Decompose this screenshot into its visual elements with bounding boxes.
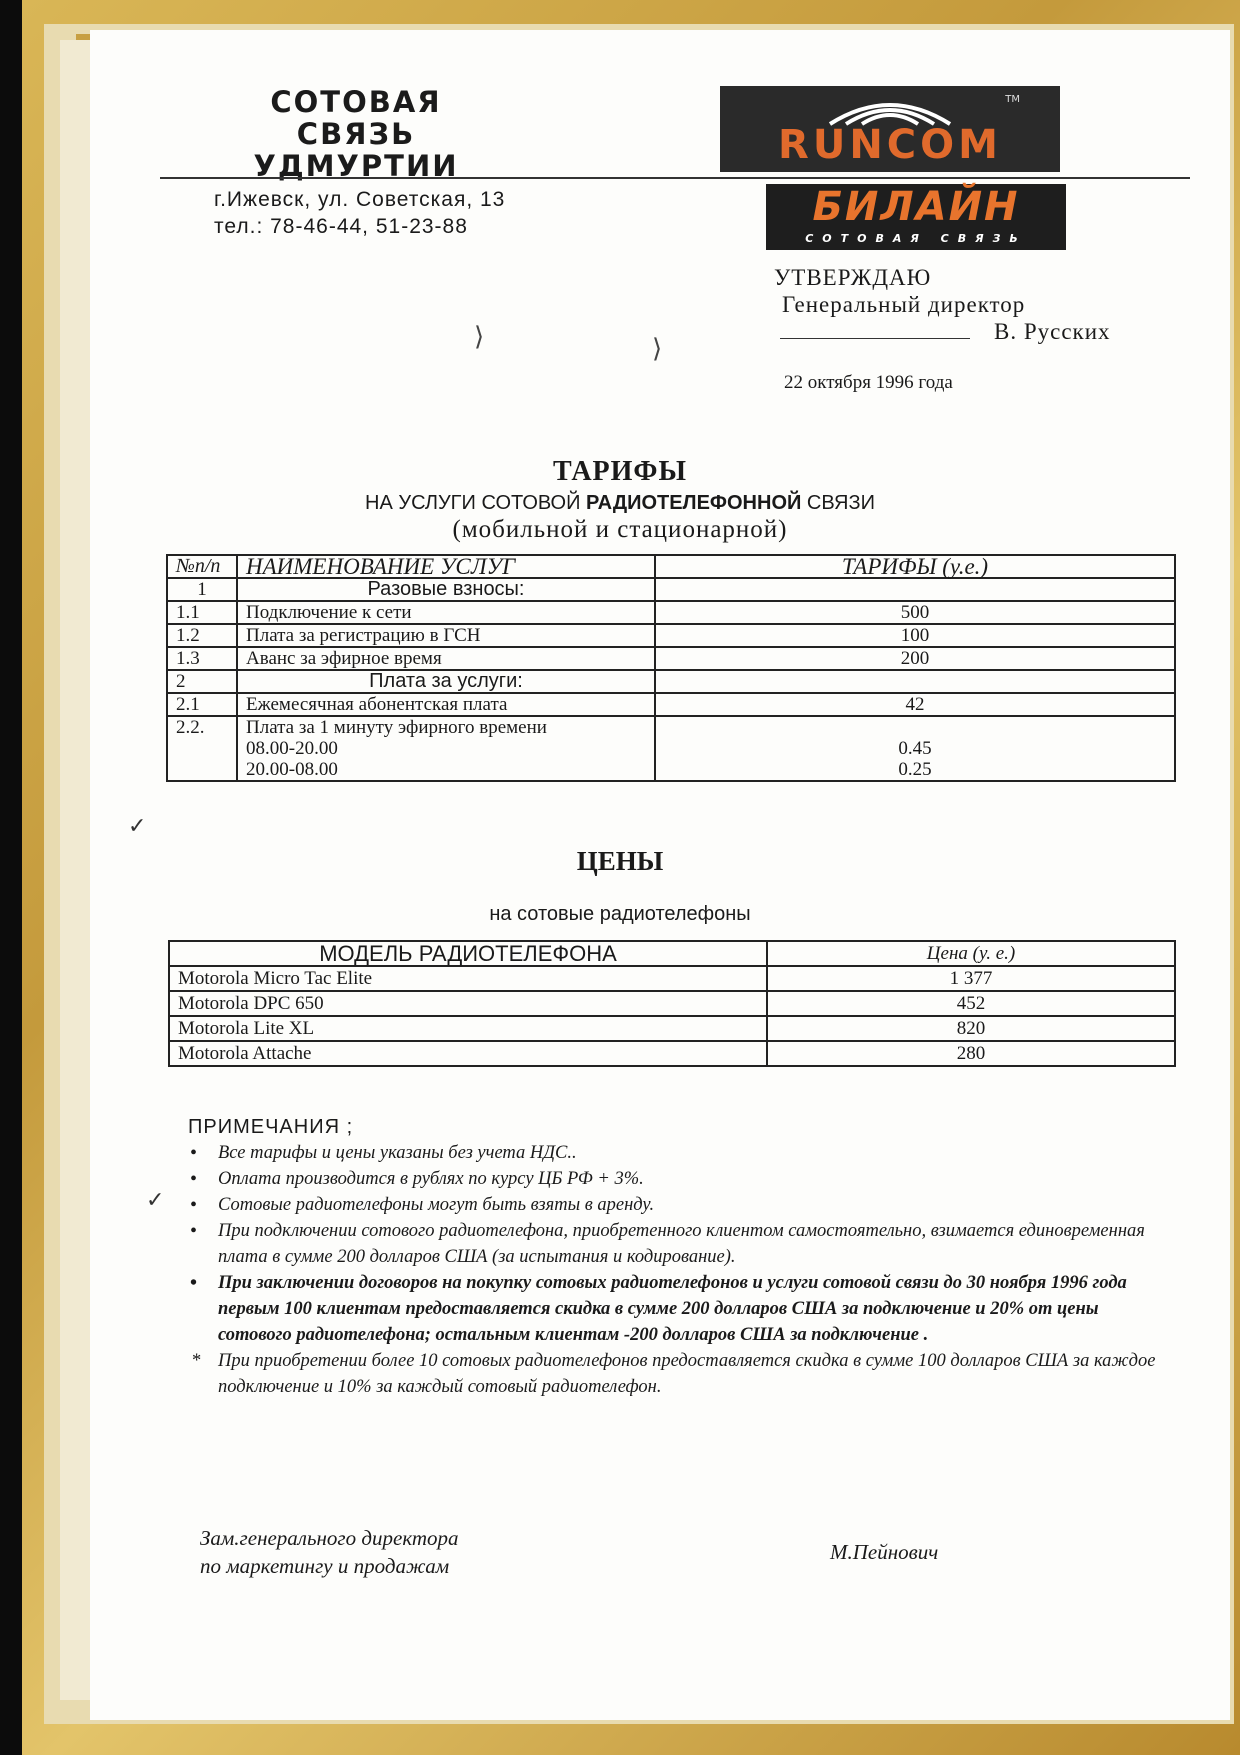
prices-table <box>168 940 1176 1067</box>
scan-mark-icon: ⟩ <box>474 322 485 352</box>
column-header-service: НАИМЕНОВАНИЕ УСЛУГ <box>237 555 655 578</box>
list-item-star: * При приобретении более 10 сотовых радиотелефонов предоставляется скидка в сумме 100 долларов США за каждое подключение и 10% за каждый сотовый радиотелефон. <box>188 1348 1168 1400</box>
header-divider <box>160 177 1190 179</box>
company-name <box>216 86 496 182</box>
runcom-logo <box>720 86 1060 172</box>
table-row: Motorola DPC 650 452 <box>169 991 1175 1016</box>
company-name-line-2: СВЯЗЬ <box>296 117 416 151</box>
approval-block <box>774 264 1111 345</box>
table-row: 2.1 Ежемесячная абонентская плата 42 <box>167 693 1175 716</box>
approval-position: Генеральный директор <box>782 292 1026 317</box>
tariffs-subtitle: НА УСЛУГИ СОТОВОЙ РАДИОТЕЛЕФОННОЙ СВЯЗИ <box>365 492 875 514</box>
checkmark-icon: ✓ <box>128 814 147 839</box>
beeline-tagline: СОТОВАЯ СВЯЗЬ <box>805 232 1027 245</box>
company-address: г.Ижевск, ул. Советская, 13 <box>214 188 506 211</box>
prices-title: ЦЕНЫ <box>576 846 664 876</box>
footer-position: Зам.генерального директора по маркетингу и продажам <box>200 1526 459 1578</box>
company-phone: тел.: 78-46-44, 51-23-88 <box>214 215 468 238</box>
table-row: 1 Разовые взносы: <box>167 578 1175 601</box>
tariff-table <box>166 554 1176 782</box>
prices-subtitle: на сотовые радиотелефоны <box>489 903 751 925</box>
tariffs-title: ТАРИФЫ <box>553 456 687 487</box>
company-name-line-3: УДМУРТИИ <box>253 149 459 183</box>
list-item-bold: • При заключении договоров на покупку сотовых радиотелефонов и услуги сотовой связи до 30 ноября 1996 года первым 100 клиентам предоставляется скидка в сумме 200 долларов США за подключение и 20% от цены сотового радиотелефона; остальным клиентам -200 долларов США за подключение . <box>188 1270 1168 1348</box>
column-header-price: Цена (у. е.) <box>767 941 1175 966</box>
company-contacts <box>214 186 505 240</box>
table-row: 2 Плата за услуги: <box>167 670 1175 693</box>
table-header-row <box>169 941 1175 966</box>
column-header-model: МОДЕЛЬ РАДИОТЕЛЕФОНА <box>169 941 767 966</box>
column-header-num: №п/п <box>167 555 237 578</box>
table-row: Motorola Attache 280 <box>169 1041 1175 1066</box>
scan-mark-icon: ⟩ <box>652 334 663 364</box>
list-item: • Все тарифы и цены указаны без учета НДС.. <box>188 1140 1168 1166</box>
runcom-trademark: TM <box>1005 94 1020 105</box>
approval-date: 22 октября 1996 года <box>784 372 953 393</box>
checkmark-icon: ✓ <box>146 1188 165 1213</box>
approval-name: В. Русских <box>994 319 1111 344</box>
signal-waves-icon <box>820 92 960 126</box>
table-row: Motorola Lite XL 820 <box>169 1016 1175 1041</box>
footer-signatory: М.Пейнович <box>830 1540 939 1564</box>
column-header-tariff: ТАРИФЫ (у.е.) <box>655 555 1175 578</box>
notes-list <box>188 1140 1168 1400</box>
approval-word: УТВЕРЖДАЮ <box>774 265 932 290</box>
signature-line <box>780 338 970 339</box>
company-name-line-1: СОТОВАЯ <box>270 85 442 119</box>
runcom-wordmark: RUNCOM <box>778 122 1002 168</box>
table-row: Motorola Micro Tac Elite 1 377 <box>169 966 1175 991</box>
tariffs-subtitle-2: (мобильной и стационарной) <box>452 516 788 543</box>
beeline-wordmark: БИЛАЙН <box>812 184 1020 230</box>
table-row: 2.2. Плата за 1 минуту эфирного времени 08.00-20.00 20.00-08.00 0.45 0.25 <box>167 716 1175 781</box>
table-row: 1.3 Аванс за эфирное время 200 <box>167 647 1175 670</box>
list-item: • При подключении сотового радиотелефона, приобретенного клиентом самостоятельно, взимается единовременная плата в сумме 200 долларов США (за испытания и кодирование). <box>188 1218 1168 1270</box>
beeline-logo <box>766 184 1066 250</box>
table-header-row <box>167 555 1175 578</box>
table-row: 1.2 Плата за регистрацию в ГСН 100 <box>167 624 1175 647</box>
scan-edge <box>0 0 22 1755</box>
list-item: • Сотовые радиотелефоны могут быть взяты в аренду. <box>188 1192 1168 1218</box>
table-row: 1.1 Подключение к сети 500 <box>167 601 1175 624</box>
notes-heading: ПРИМЕЧАНИЯ ; <box>188 1116 354 1138</box>
list-item: • Оплата производится в рублях по курсу ЦБ РФ + 3%. <box>188 1166 1168 1192</box>
